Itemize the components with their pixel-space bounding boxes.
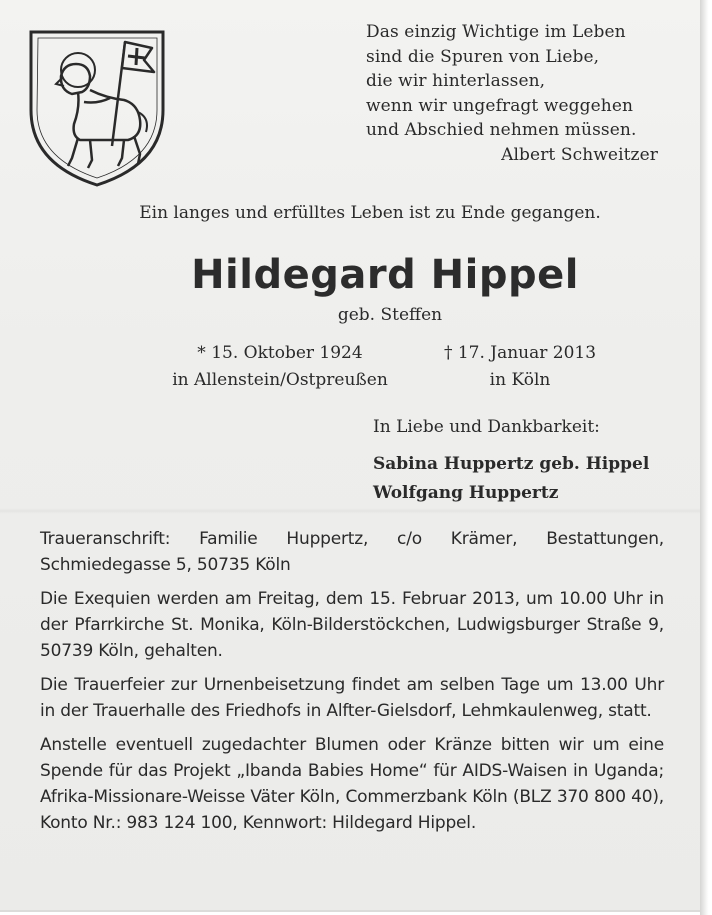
quote-line: Das einzig Wichtige im Leben (366, 22, 626, 42)
mourning-address: Traueranschrift: Familie Huppertz, c/o Krämer, Bestattungen, Schmiedegasse 5, 50735 Köln (40, 529, 664, 575)
intro-line: Ein langes und erfülltes Leben ist zu Ende gegangen. (139, 203, 601, 223)
thanks-line: In Liebe und Dankbarkeit: (373, 417, 600, 437)
birth-date: * 15. Oktober 1924 (197, 343, 363, 363)
maiden-name: geb. Steffen (337, 305, 443, 325)
quote-line: die wir hinterlassen, (366, 71, 546, 91)
donation-info: Anstelle eventuell zugedachter Blumen oder Kränze bitten wir um eine Spende für das Projekt „Ibanda Babies Home“ für AIDS-Waisen in Uganda; Afrika-Missionare-Weisse Väter Köln, Commerzbank Köln (BLZ 370 800 40), Konto Nr.: 983 124 100, Kennwort: Hildegard Hippel. (40, 735, 664, 833)
death-info (405, 340, 635, 394)
quote-line: wenn wir ungefragt weggehen (366, 95, 634, 116)
quote-line: sind die Spuren von Liebe, (366, 46, 600, 67)
requiem-info: Die Exequien werden am Freitag, dem 15. Februar 2013, um 10.00 Uhr in der Pfarrkirche St. Monika, Köln-Bilderstöckchen, Ludwigsburger Straße 9, 50739 Köln, gehalten. (40, 589, 664, 661)
quote-line: und Abschied nehmen müssen. (366, 120, 637, 140)
quote-block (366, 20, 666, 167)
mourner-name: Sabina Huppertz geb. Hippel (373, 454, 650, 474)
quote-author: Albert Schweitzer (501, 144, 658, 165)
birth-place: in Allenstein/Ostpreußen (172, 370, 388, 390)
scan-edge (700, 0, 712, 915)
birth-info (150, 340, 410, 394)
paper-fold (0, 508, 700, 514)
lamb-with-flag-crest-icon (28, 28, 166, 188)
mourners-list (373, 450, 649, 508)
details-section (40, 526, 664, 844)
death-place: in Köln (489, 370, 551, 390)
deceased-name: Hildegard Hippel (191, 252, 579, 298)
urn-burial-info: Die Trauerfeier zur Urnenbeisetzung findet am selben Tage um 13.00 Uhr in der Trauerhalle des Friedhofs in Alfter-Gielsdorf, Lehmkaulenweg, statt. (40, 675, 664, 721)
death-date: † 17. Januar 2013 (443, 343, 597, 363)
mourner-name: Wolfgang Huppertz (373, 483, 559, 503)
